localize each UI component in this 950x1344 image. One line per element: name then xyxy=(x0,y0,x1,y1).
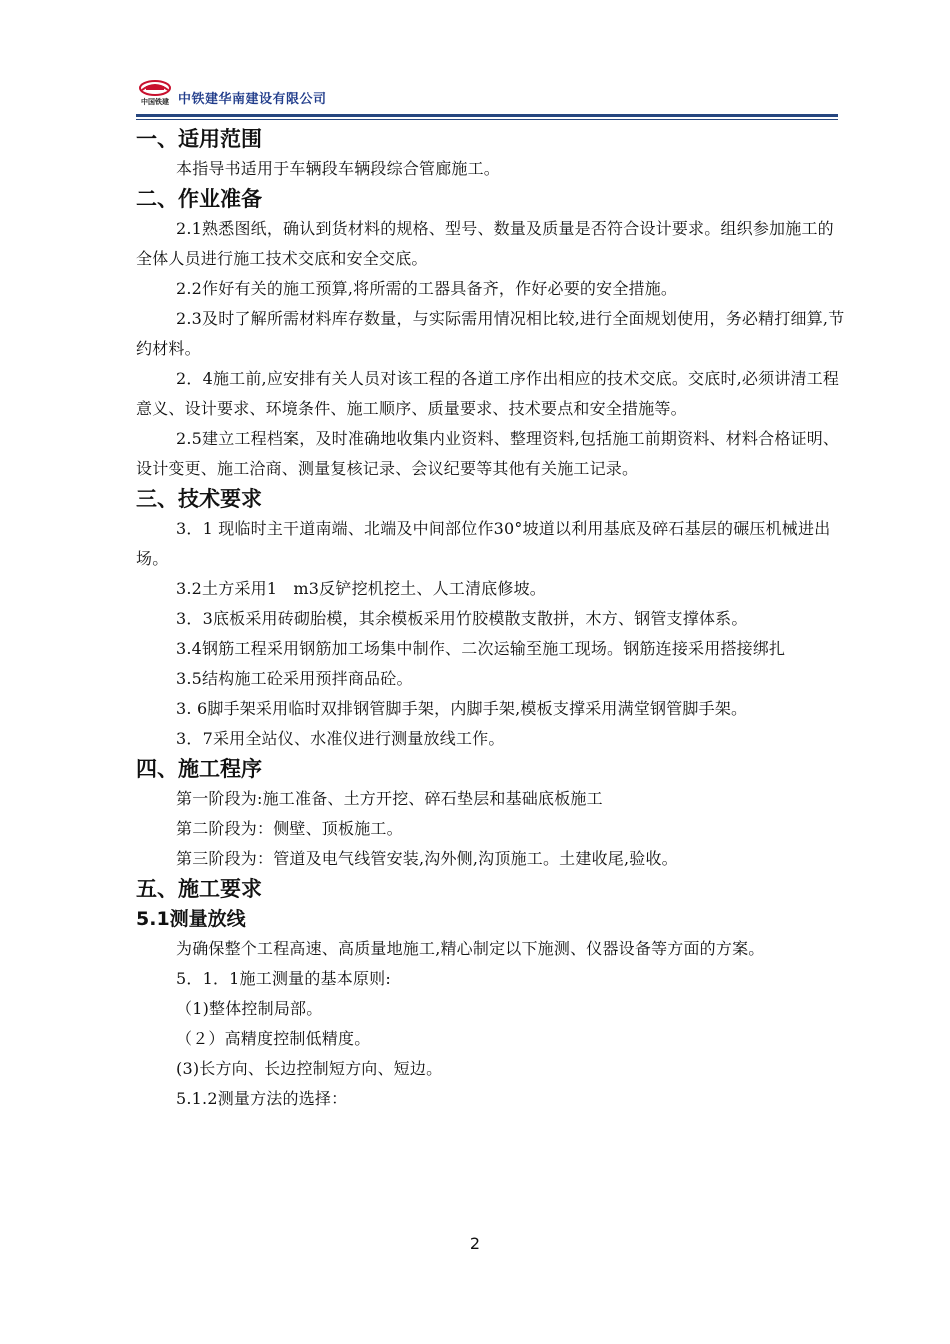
page-header xyxy=(136,78,838,118)
company-logo xyxy=(136,78,174,110)
paragraph: 为确保整个工程高速、高质量地施工,精心制定以下施测、仪器设备等方面的方案。 xyxy=(176,939,765,958)
paragraph: 2.5建立工程档案，及时准确地收集内业资料、整理资料,包括施工前期资料、材料合格证明、设计变更、施工洽商、测量复核记录、会议纪要等其他有关施工记录。 xyxy=(136,429,840,478)
paragraph: 3．3底板采用砖砌胎模，其余模板采用竹胶模散支散拼，木方、钢管支撑体系。 xyxy=(176,609,748,628)
document-body xyxy=(136,124,848,1114)
paragraph: 第二阶段为：侧壁、顶板施工。 xyxy=(176,819,403,838)
company-name: 中铁建华南建设有限公司 xyxy=(178,92,327,107)
paragraph: 3.5结构施工砼采用预拌商品砼。 xyxy=(176,669,413,688)
paragraph: 2.3及时了解所需材料库存数量，与实际需用情况相比较,进行全面规划使用，务必精打细算,节约材料。 xyxy=(136,309,845,358)
paragraph: 2.2作好有关的施工预算,将所需的工器具备齐，作好必要的安全措施。 xyxy=(176,279,678,298)
header-rule-thin xyxy=(136,119,838,120)
list-item: （２）高精度控制低精度。 xyxy=(176,1029,371,1048)
list-item: （1)整体控制局部。 xyxy=(176,999,323,1018)
section-heading: 四、施工程序 xyxy=(136,757,262,781)
paragraph: 2．4施工前,应安排有关人员对该工程的各道工序作出相应的技术交底。交底时,必须讲清工程意义、设计要求、环境条件、施工顺序、质量要求、技术要点和安全措施等。 xyxy=(136,369,840,418)
header-rule xyxy=(136,114,838,117)
section-heading: 一、适用范围 xyxy=(136,127,262,151)
section-heading: 三、技术要求 xyxy=(136,487,262,511)
section-heading: 五、施工要求 xyxy=(136,877,262,901)
paragraph: 3．7采用全站仪、水准仪进行测量放线工作。 xyxy=(176,729,505,748)
paragraph: 3. 6脚手架采用临时双排钢管脚手架，内脚手架,模板支撑采用满堂钢管脚手架。 xyxy=(176,699,748,718)
list-item: (3)长方向、长边控制短方向、短边。 xyxy=(176,1059,443,1078)
paragraph: 第一阶段为:施工准备、土方开挖、碎石垫层和基础底板施工 xyxy=(176,789,603,808)
paragraph: 5.1.2测量方法的选择： xyxy=(176,1089,348,1108)
paragraph: 3.4钢筋工程采用钢筋加工场集中制作、二次运输至施工现场。钢筋连接采用搭接绑扎 xyxy=(176,639,786,658)
page-number: 2 xyxy=(469,1234,481,1253)
paragraph: 2.1熟悉图纸，确认到货材料的规格、型号、数量及质量是否符合设计要求。组织参加施工的全体人员进行施工技术交底和安全交底。 xyxy=(136,219,834,268)
paragraph: 3．1 现临时主干道南端、北端及中间部位作30°坡道以利用基底及碎石基层的碾压机械进出场。 xyxy=(136,519,831,568)
paragraph: 第三阶段为：管道及电气线管安装,沟外侧,沟顶施工。土建收尾,验收。 xyxy=(176,849,678,868)
subsection-heading: 5.1测量放线 xyxy=(136,908,246,930)
paragraph: 3.2土方采用1 m3反铲挖机挖土、人工清底修坡。 xyxy=(176,579,546,598)
section-heading: 二、作业准备 xyxy=(136,187,262,211)
logo-text: 中国铁建 xyxy=(141,98,169,106)
paragraph: 5．1．1施工测量的基本原则: xyxy=(176,969,391,988)
paragraph: 本指导书适用于车辆段车辆段综合管廊施工。 xyxy=(176,159,501,178)
